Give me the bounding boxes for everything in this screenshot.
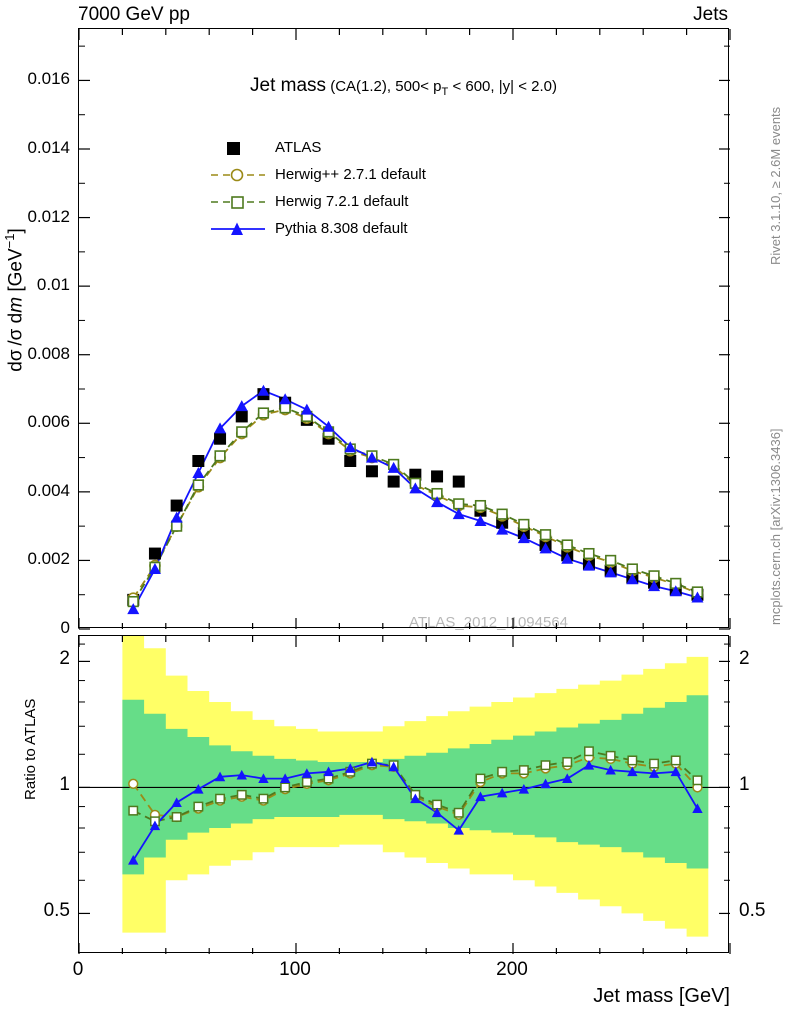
y-tick-label: 0.01 — [36, 275, 70, 295]
ratio-y-tick-label-right: 1 — [739, 774, 750, 796]
y-tick-label: 0.014 — [27, 138, 70, 157]
legend-label-atlas: ATLAS — [275, 139, 322, 156]
x-tick-label: 200 — [496, 959, 528, 980]
ratio-y-tick-label-right: 2 — [739, 648, 750, 670]
analysis-id-watermark: ATLAS_2012_I1094564 — [409, 614, 569, 631]
y-tick-label: 0.008 — [27, 343, 70, 363]
x-tick-label: 100 — [279, 959, 311, 980]
x-tick-label: 0 — [72, 959, 84, 980]
ratio-y-axis-title: Ratio to ATLAS — [22, 698, 39, 800]
ratio-plot-frame — [78, 635, 729, 953]
main-plot-canvas — [79, 29, 730, 629]
y-tick-label: 0.006 — [27, 412, 70, 432]
x-axis-title: Jet mass [GeV] — [593, 985, 730, 1007]
analysis-category-label: Jets — [693, 4, 728, 25]
mcplots-reference-label: mcplots.cern.ch [arXiv:1306.3436] — [768, 428, 783, 625]
rivet-version-label: Rivet 3.1.10, ≥ 2.6M events — [768, 106, 783, 265]
y-tick-label: 0.004 — [27, 480, 70, 500]
ratio-y-tick-label: 2 — [59, 648, 70, 670]
legend-label-pythia: Pythia 8.308 default — [275, 220, 408, 237]
ratio-plot-canvas — [79, 636, 730, 954]
y-tick-label: 0 — [60, 618, 70, 637]
y-tick-label: 0.012 — [27, 206, 70, 226]
ratio-y-tick-label-right: 0.5 — [739, 900, 766, 922]
y-axis-title: dσ /σ dm [GeV$^{-1}$] — [2, 228, 27, 372]
plot-title-sub: (CA(1.2), $500< p_T < 600$, |y| < 2.0) — [326, 78, 557, 98]
plot-title-main: Jet mass — [250, 75, 327, 96]
ratio-y-tick-label: 0.5 — [43, 900, 70, 922]
main-plot-frame — [78, 28, 729, 631]
legend-label-herwigpp: Herwig++ 2.7.1 default — [275, 166, 426, 183]
ratio-y-tick-label: 1 — [59, 774, 70, 796]
y-tick-label: 0.016 — [27, 69, 70, 89]
y-tick-label: 0.002 — [27, 549, 70, 569]
beam-energy-label: 7000 GeV pp — [78, 4, 190, 25]
legend-label-herwig7: Herwig 7.2.1 default — [275, 193, 409, 210]
